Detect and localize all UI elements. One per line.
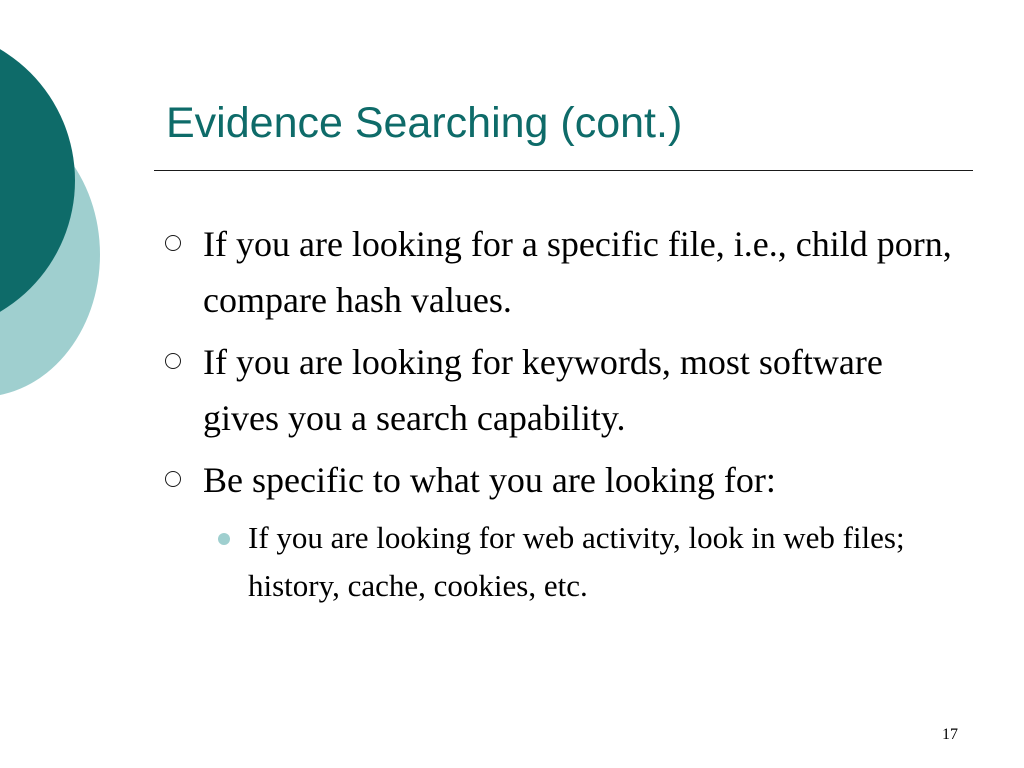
bullet-text: If you are looking for keywords, most software gives you a search capability. (203, 342, 883, 438)
hollow-circle-bullet-icon (165, 235, 181, 251)
slide-title: Evidence Searching (cont.) (166, 99, 683, 147)
bullet-text: If you are looking for a specific file, i.e., child porn, compare hash values. (203, 224, 952, 320)
sub-bullet-item (208, 514, 963, 610)
title-divider (154, 170, 973, 171)
sub-bullet-text: If you are looking for web activity, look in web files; history, cache, cookies, etc. (248, 520, 905, 603)
bullet-item (163, 216, 963, 328)
slide-body (163, 216, 963, 610)
hollow-circle-bullet-icon (165, 353, 181, 369)
filled-dot-bullet-icon (218, 533, 230, 545)
hollow-circle-bullet-icon (165, 471, 181, 487)
page-number: 17 (942, 726, 958, 743)
bullet-item (163, 334, 963, 446)
bullet-item (163, 452, 963, 508)
bullet-text: Be specific to what you are looking for: (203, 460, 776, 500)
